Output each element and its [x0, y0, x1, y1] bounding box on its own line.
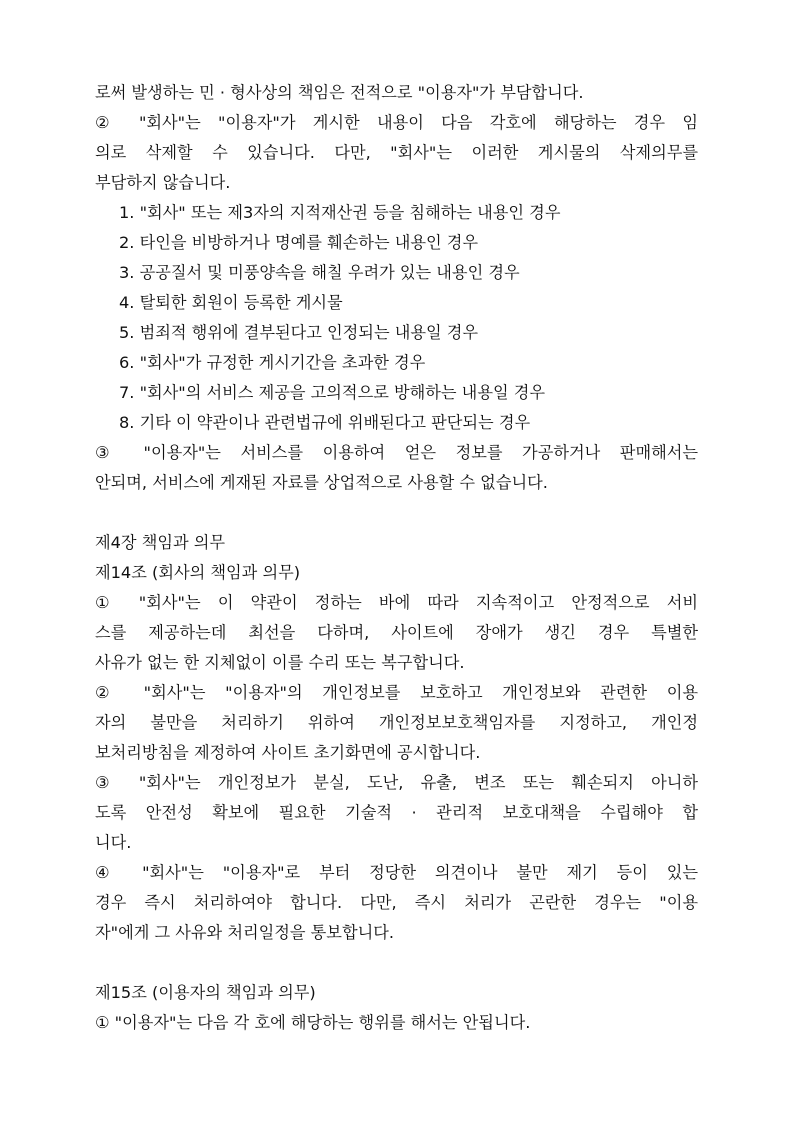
- paragraph-line: 의로 삭제할 수 있습니다. 다만, "회사"는 이러한 게시물의 삭제의무를: [95, 143, 698, 162]
- blank-line: [95, 498, 698, 528]
- chapter-title: 제4장 책임과 의무: [95, 533, 226, 552]
- list-item: 6. "회사"가 규정한 게시기간을 초과한 경우: [119, 353, 426, 372]
- paragraph-line: 부담하지 않습니다.: [95, 173, 231, 192]
- paragraph-line: 스를 제공하는데 최선을 다하며, 사이트에 장애가 생긴 경우 특별한: [95, 623, 698, 642]
- paragraph-line: 로써 발생하는 민 · 형사상의 책임은 전적으로 "이용자"가 부담합니다.: [95, 83, 584, 102]
- paragraph-line: ③ "회사"는 개인정보가 분실, 도난, 유출, 변조 또는 훼손되지 아니하: [95, 773, 698, 792]
- document-page: [95, 78, 698, 1038]
- paragraph-line: ④ "회사"는 "이용자"로 부터 정당한 의견이나 불만 제기 등이 있는: [95, 863, 698, 882]
- paragraph-line: 니다.: [95, 833, 132, 852]
- paragraph-line: 경우 즉시 처리하여야 합니다. 다만, 즉시 처리가 곤란한 경우는 "이용: [95, 893, 698, 912]
- list-item: 1. "회사" 또는 제3자의 지적재산권 등을 침해하는 내용인 경우: [119, 203, 561, 222]
- paragraph-line: ① "이용자"는 다음 각 호에 해당하는 행위를 해서는 안됩니다.: [95, 1013, 531, 1032]
- list-item: 8. 기타 이 약관이나 관련법규에 위배된다고 판단되는 경우: [119, 413, 531, 432]
- paragraph-line: 자의 불만을 처리하기 위하여 개인정보보호책임자를 지정하고, 개인정: [95, 713, 698, 732]
- paragraph-line: 사유가 없는 한 지체없이 이를 수리 또는 복구합니다.: [95, 653, 465, 672]
- paragraph-line: 자"에게 그 사유와 처리일정을 통보합니다.: [95, 923, 395, 942]
- paragraph-line: ② "회사"는 "이용자"가 게시한 내용이 다음 각호에 해당하는 경우 임: [95, 113, 698, 132]
- list-item: 7. "회사"의 서비스 제공을 고의적으로 방해하는 내용일 경우: [119, 383, 546, 402]
- paragraph-line: ① "회사"는 이 약관이 정하는 바에 따라 지속적이고 안정적으로 서비: [95, 593, 698, 612]
- list-item: 3. 공공질서 및 미풍양속을 해칠 우려가 있는 내용인 경우: [119, 263, 520, 282]
- list-item: 2. 타인을 비방하거나 명예를 훼손하는 내용인 경우: [119, 233, 479, 252]
- article-title: 제15조 (이용자의 책임과 의무): [95, 983, 316, 1002]
- paragraph-line: ② "회사"는 "이용자"의 개인정보를 보호하고 개인정보와 관련한 이용: [95, 683, 698, 702]
- paragraph-line: 안되며, 서비스에 게재된 자료를 상업적으로 사용할 수 없습니다.: [95, 473, 548, 492]
- paragraph-line: ③ "이용자"는 서비스를 이용하여 얻은 정보를 가공하거나 판매해서는: [95, 443, 698, 462]
- blank-line: [95, 948, 698, 978]
- list-item: 4. 탈퇴한 회원이 등록한 게시물: [119, 293, 343, 312]
- list-item: 5. 범죄적 행위에 결부된다고 인정되는 내용일 경우: [119, 323, 479, 342]
- paragraph-line: 도록 안전성 확보에 필요한 기술적 · 관리적 보호대책을 수립해야 합: [95, 803, 698, 822]
- article-title: 제14조 (회사의 책임과 의무): [95, 563, 301, 582]
- paragraph-line: 보처리방침을 제정하여 사이트 초기화면에 공시합니다.: [95, 743, 481, 762]
